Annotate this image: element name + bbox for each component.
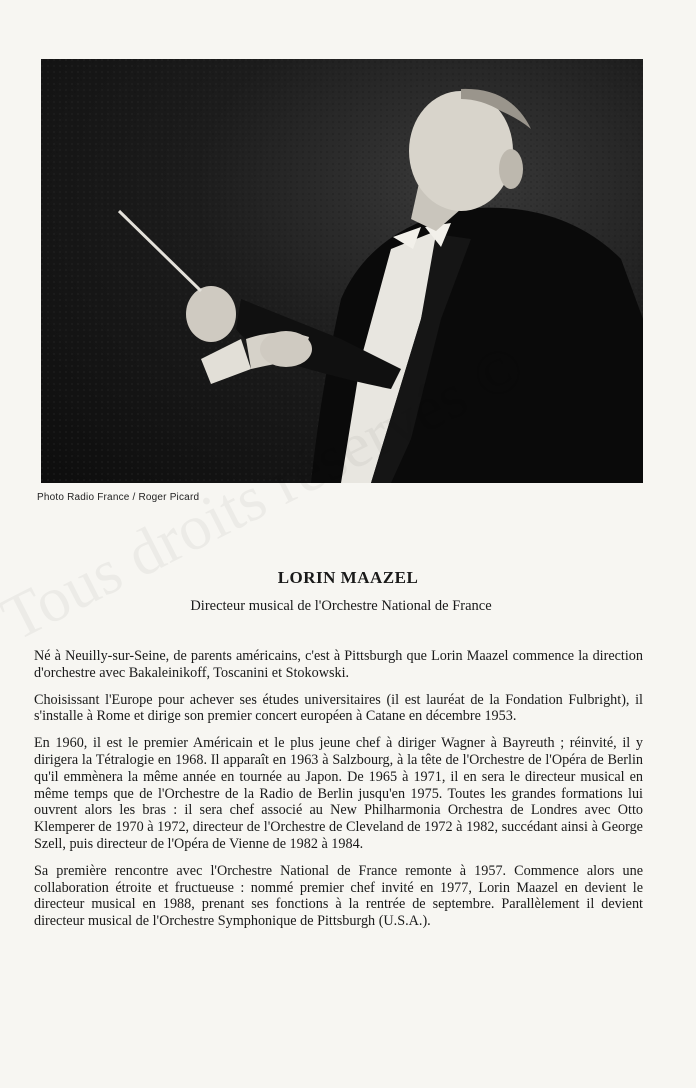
conductor-photo	[41, 59, 643, 483]
photo-credit: Photo Radio France / Roger Picard	[37, 492, 200, 503]
paragraph-2: Choisissant l'Europe pour achever ses études universitaires (il est lauréat de la Fondation Fulbright), il s'installe à Rome et dirige son premier concert européen à Catane en décembre 1953.	[34, 691, 643, 725]
page-title: LORIN MAAZEL	[277, 568, 419, 587]
paragraph-3: En 1960, il est le premier Américain et le plus jeune chef à diriger Wagner à Bayreuth ; réinvité, il y dirigera la Tétralogie en 1968. Il apparaît en 1963 à Salzbourg, à la tête de l'Orchestre de l'Opéra de Berlin qu'il emmènera la même année en tournée au Japon. De 1965 à 1971, il en sera le directeur musical en même temps que de l'Orchestre de la Radio de Berlin jusqu'en 1975. Toutes les grandes formations lui ouvrent alors les bras : il sera chef associé au New Philharmonia Orchestra de Londres avec Otto Klemperer de 1970 à 1972, directeur de l'Orchestre de Cleveland de 1972 à 1982, succédant ainsi à George Szell, puis directeur de l'Opéra de Vienne de 1982 à 1984.	[34, 735, 643, 852]
paragraph-4: Sa première rencontre avec l'Orchestre National de France remonte à 1957. Commence alors une collaboration étroite et fructueuse : nommé premier chef invité en 1977, Lorin Maazel en devient le directeur musical en 1988, prenant ses fonctions à la rentrée de septembre. Parallèlement il devient directeur musical de l'Orchestre Symphonique de Pittsburgh (U.S.A.).	[34, 862, 643, 930]
biography-text	[34, 648, 643, 940]
page-subtitle: Directeur musical de l'Orchestre National de France	[190, 598, 492, 614]
paragraph-1: Né à Neuilly-sur-Seine, de parents américains, c'est à Pittsburgh que Lorin Maazel commence la direction d'orchestre avec Bakaleinikoff, Toscanini et Stokowski.	[34, 648, 643, 681]
conductor-illustration	[41, 59, 643, 483]
